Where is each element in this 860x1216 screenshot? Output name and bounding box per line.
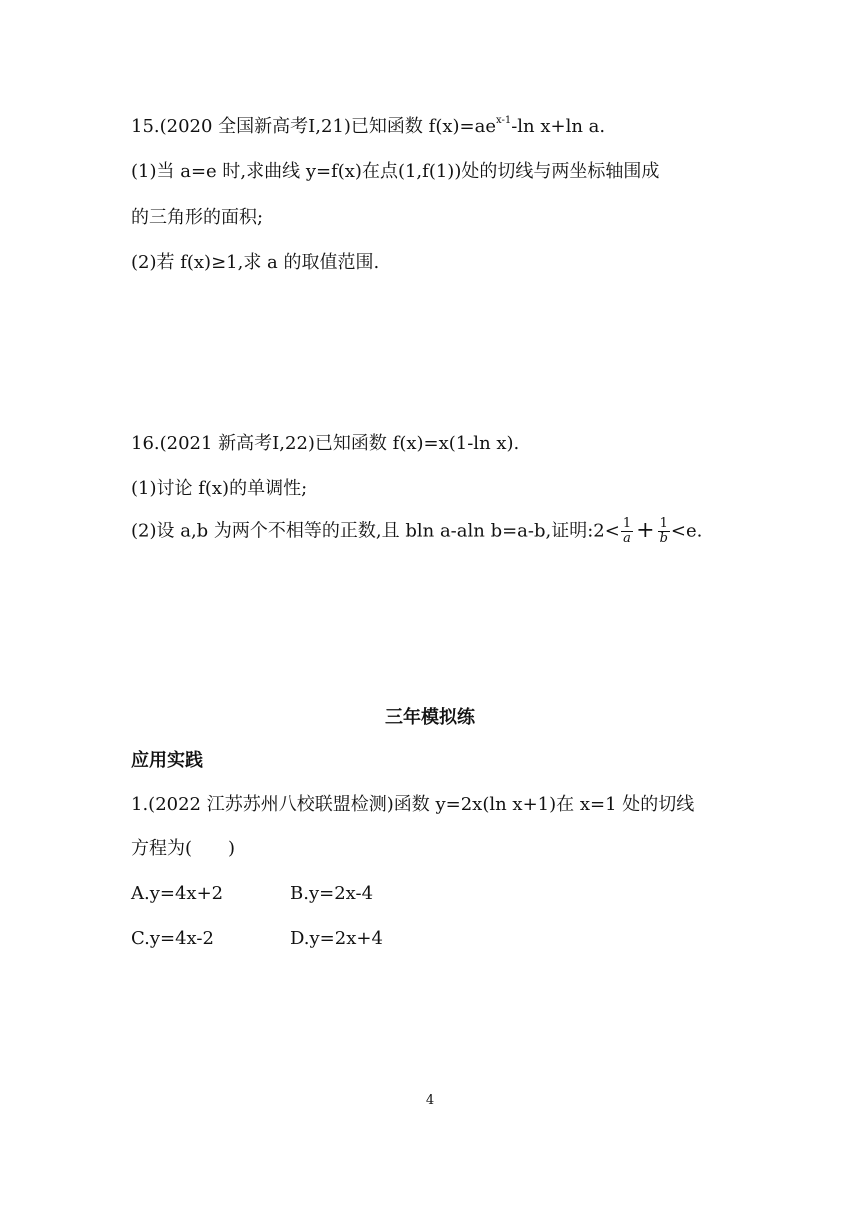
option-d: D.y=2x+4 — [290, 928, 383, 949]
plus-sign: + — [636, 517, 655, 543]
problem-16-q1: (1)讨论 f(x)的单调性; — [131, 478, 308, 499]
option-c: C.y=4x-2 — [131, 928, 214, 949]
problem-16-q2: (2)设 a,b 为两个不相等的正数,且 bln a-aln b=a-b,证明:2< $\frac{1}{a}$ + $\frac{1}{b}$ <e. — [131, 516, 703, 546]
problem-16-head: 16.(2021 新高考Ⅰ,22)已知函数 f(x)=x(1-ln x). — [131, 433, 520, 454]
fraction-1-over-a: $\frac{1}{a}$ — [622, 516, 632, 546]
fraction-1-over-b: $\frac{1}{b}$ — [659, 516, 668, 546]
mc1-line2: 方程为( ) — [131, 838, 236, 859]
option-b: B.y=2x-4 — [290, 883, 374, 904]
sub-title: 应用实践 — [131, 750, 203, 771]
problem-15-head: 15.(2020 全国新高考Ⅰ,21)已知函数 $f(x)=ae^{x-1}-\ln$ x+ln a. — [131, 115, 606, 137]
problem-15-q1-line1: (1)当 a=e 时,求曲线 y=f(x)在点(1,f(1))处的切线与两坐标轴围成 — [131, 161, 660, 182]
page-number: 4 — [425, 1093, 435, 1108]
problem-15-q1-line2: 的三角形的面积; — [131, 207, 264, 228]
problem-15-q2: (2)若 f(x)≥1,求 a 的取值范围. — [131, 252, 380, 273]
mc1-line1: 1.(2022 江苏苏州八校联盟检测)函数 y=2x(ln x+1)在 x=1 处的切线 — [131, 794, 695, 815]
section-title: 三年模拟练 — [385, 707, 475, 728]
exponent: x-1 — [495, 115, 512, 126]
option-a: A.y=4x+2 — [131, 883, 224, 904]
